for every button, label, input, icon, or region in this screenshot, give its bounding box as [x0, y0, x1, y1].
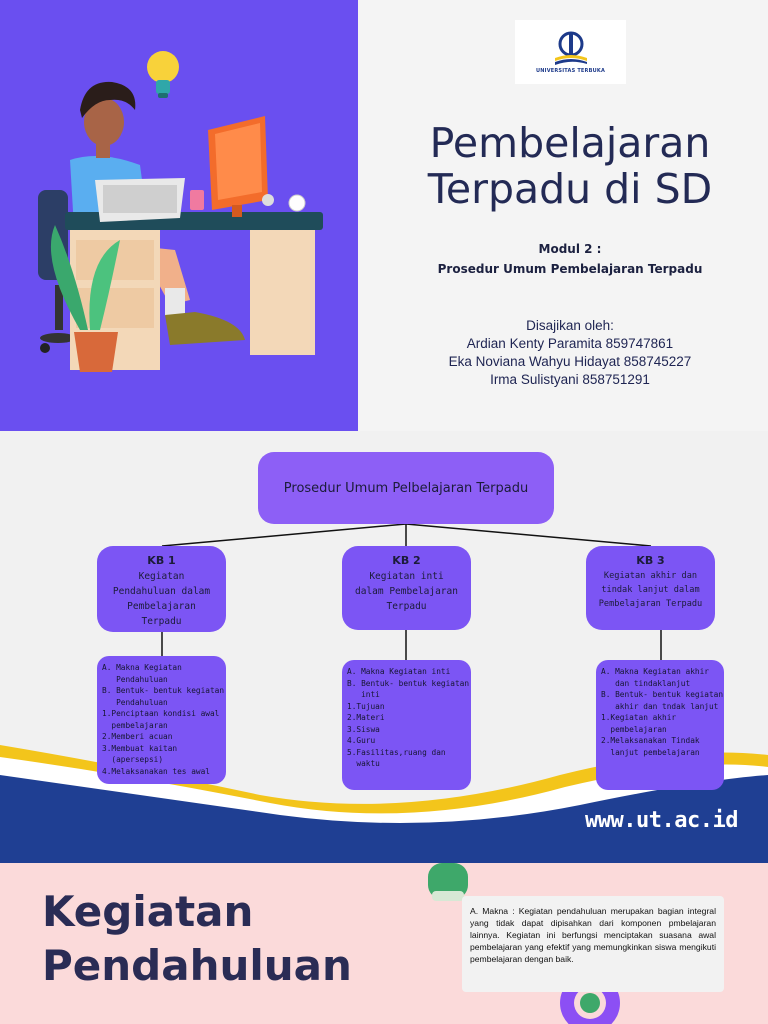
- kb1-details: [97, 656, 226, 784]
- presenter-3: Irma Sulistyani 858751291: [490, 372, 650, 387]
- hero-illustration-panel: [0, 0, 358, 431]
- detail-line: waktu: [347, 759, 380, 768]
- detail-line: pembelajaran: [601, 724, 667, 734]
- kb2-title: KB 2: [392, 554, 421, 567]
- detail-line: 3.Siswa: [347, 724, 380, 734]
- kb1-subtitle-line: Pembelajaran: [127, 601, 196, 612]
- section-title-line-1: Kegiatan: [42, 887, 254, 936]
- detail-line: inti: [347, 690, 380, 699]
- module-label: Modul 2 :: [538, 242, 602, 256]
- detail-line: Pendahuluan: [102, 674, 168, 684]
- module-name: Prosedur Umum Pembelajaran Terpadu: [437, 262, 703, 276]
- diagram-root-node: Prosedur Umum Pelbelajaran Terpadu: [258, 452, 554, 524]
- kb1-node: [97, 546, 226, 632]
- detail-line: 2.Melaksanakan Tindak: [601, 736, 700, 745]
- website-url: www.ut.ac.id: [585, 808, 738, 833]
- detail-line: 5.Fasilitas,ruang dan: [347, 747, 446, 757]
- kb2-subtitle: [342, 569, 471, 614]
- detail-line: B. Bentuk- bentuk kegiatan: [601, 690, 724, 699]
- presenter-2: Eka Noviana Wahyu Hidayat 858745227: [448, 354, 692, 369]
- detail-line: B. Bentuk- bentuk kegiatan: [102, 686, 225, 695]
- kb1-subtitle-line: Pendahuluan dalam: [112, 586, 211, 597]
- kb2-subtitle-line: dalam Pembelajaran: [355, 586, 458, 597]
- logo-caption: UNIVERSITAS TERBUKA: [535, 68, 606, 74]
- kb1-title: KB 1: [147, 554, 176, 567]
- detail-line: B. Bentuk- bentuk kegiatan: [347, 678, 470, 688]
- kb2-node: [342, 546, 471, 630]
- lightbulb-icon: [147, 51, 179, 98]
- section-title: [42, 885, 372, 993]
- kb3-node: [586, 546, 715, 630]
- detail-line: 1.Kegiatan akhir: [601, 713, 677, 722]
- person-at-desk-illustration: [0, 0, 358, 431]
- kb3-subtitle-line: Pembelajaran Terpadu: [598, 599, 703, 609]
- detail-line: A. Makna Kegiatan inti: [347, 667, 451, 676]
- detail-line: 2.Memberi acuan: [102, 732, 173, 741]
- makna-description-card: A. Makna : Kegiatan pendahuluan merupakan bagian integral yang tidak dapat dipisahkan dari komponen pmbelajaran lainnya. Kegiatan ini berfungsi menciptakan suasana awal pembelajaran yang efektif yang memungkinkan siswa mengikuti pembelajaran dengan baik.: [462, 896, 724, 992]
- detail-line: 3.Membuat kaitan: [102, 743, 178, 753]
- detail-line: 1.Tujuan: [347, 701, 385, 711]
- detail-line: Pendahuluan: [102, 697, 168, 707]
- kb3-subtitle-line: Kegiatan akhir dan: [603, 571, 698, 581]
- detail-line: 1.Penciptaan kondisi awal: [102, 709, 220, 718]
- university-emblem-icon: [551, 30, 591, 66]
- kb1-subtitle-line: Terpadu: [141, 616, 182, 627]
- kb3-details: [596, 660, 724, 790]
- kb3-subtitle: [586, 569, 715, 611]
- detail-line: dan tindaklanjut: [601, 678, 691, 688]
- kb3-subtitle-line: tindak lanjut dalam: [601, 585, 700, 595]
- presented-by-label: Disajikan oleh:: [526, 318, 614, 333]
- title-line-1: Pembelajaran: [429, 119, 711, 167]
- detail-line: A. Makna Kegiatan: [102, 663, 182, 672]
- section-title-line-2: Pendahuluan: [42, 941, 352, 990]
- kb1-subtitle: [97, 569, 226, 629]
- university-logo: [515, 20, 626, 84]
- detail-line: 4.Melaksanakan tes awal: [102, 766, 210, 776]
- kb2-details: [342, 660, 471, 790]
- detail-line: akhir dan tndak lanjut: [601, 701, 719, 711]
- kb1-subtitle-line: Kegiatan: [138, 571, 185, 582]
- page-title: [392, 120, 748, 212]
- detail-line: lanjut pembelajaran: [601, 747, 700, 757]
- title-line-2: Terpadu di SD: [427, 165, 713, 213]
- detail-line: A. Makna Kegiatan akhir: [601, 667, 709, 676]
- detail-line: pembelajaran: [102, 720, 168, 730]
- detail-line: 4.Guru: [347, 736, 376, 745]
- detail-line: 2.Materi: [347, 713, 385, 722]
- presenter-1: Ardian Kenty Paramita 859747861: [466, 336, 674, 351]
- kb2-subtitle-line: Kegiatan inti: [369, 571, 444, 582]
- kb3-title: KB 3: [636, 554, 665, 567]
- detail-line: (apersepsi): [102, 755, 164, 764]
- kb2-subtitle-line: Terpadu: [386, 601, 427, 612]
